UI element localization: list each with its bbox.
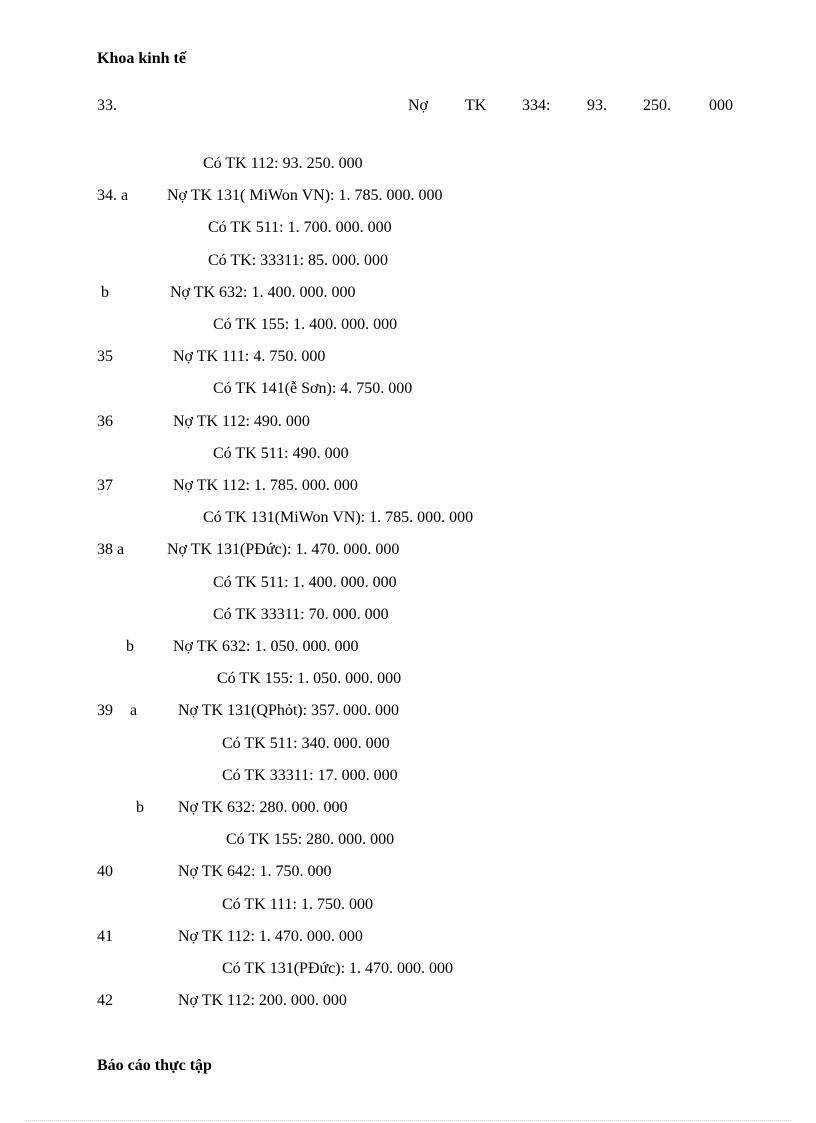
entry-debit-part: 334: (522, 97, 551, 114)
entry-credit: Có TK 131(PĐức): 1. 470. 000. 000 (222, 960, 454, 977)
entry-debit-part: 93. (587, 97, 607, 114)
entry-number: 33. (97, 97, 117, 114)
entry-credit: Có TK 131(MiWon VN): 1. 785. 000. 000 (203, 509, 474, 526)
entry-credit: Có TK 155: 280. 000. 000 (226, 831, 395, 848)
entry-sub-label: b (101, 284, 109, 301)
entry-number: 40 (97, 863, 113, 880)
entry-sub-label: b (126, 638, 134, 655)
header-title: Khoa kinh tế (97, 50, 186, 67)
entry-number: 37 (97, 477, 113, 494)
entry-debit: Nợ TK 112: 1. 785. 000. 000 (173, 477, 358, 494)
entry-number: 38 a (97, 541, 125, 558)
footer-title: Báo cáo thực tập (97, 1057, 212, 1074)
entry-credit: Có TK 111: 1. 750. 000 (222, 896, 373, 913)
entry-debit-part: 250. (643, 97, 671, 114)
entry-credit: Có TK: 33311: 85. 000. 000 (208, 252, 389, 269)
entry-debit: Nợ TK 111: 4. 750. 000 (173, 348, 326, 365)
entry-debit: Nợ TK 131(PĐức): 1. 470. 000. 000 (167, 541, 400, 558)
entry-number: 36 (97, 413, 113, 430)
entry-sub-label: a (130, 702, 138, 719)
entry-credit: Có TK 155: 1. 400. 000. 000 (213, 316, 398, 333)
entry-debit: Nợ TK 112: 200. 000. 000 (178, 992, 347, 1009)
page-bottom-divider (25, 1120, 791, 1121)
entry-number: 35 (97, 348, 113, 365)
entry-credit: Có TK 511: 490. 000 (213, 445, 349, 462)
entry-credit: Có TK 112: 93. 250. 000 (203, 155, 363, 172)
entry-debit: Nợ TK 112: 490. 000 (173, 413, 310, 430)
entry-debit: Nợ TK 131(QPhỏt): 357. 000. 000 (178, 702, 400, 719)
entry-credit: Có TK 511: 1. 400. 000. 000 (213, 574, 397, 591)
entry-credit: Có TK 33311: 70. 000. 000 (213, 606, 389, 623)
entry-number: 34. a (97, 187, 129, 204)
entry-credit: Có TK 33311: 17. 000. 000 (222, 767, 398, 784)
entry-credit: Có TK 141(ễ Sơn): 4. 750. 000 (213, 380, 413, 397)
entry-debit: Nợ TK 632: 1. 050. 000. 000 (173, 638, 359, 655)
entry-debit: Nợ TK 632: 280. 000. 000 (178, 799, 348, 816)
entry-debit-part: TK (465, 97, 487, 114)
entry-credit: Có TK 155: 1. 050. 000. 000 (217, 670, 402, 687)
entry-debit: Nợ TK 632: 1. 400. 000. 000 (170, 284, 356, 301)
entry-debit: Nợ TK 112: 1. 470. 000. 000 (178, 928, 363, 945)
entry-debit: Nợ TK 642: 1. 750. 000 (178, 863, 332, 880)
entry-number: 42 (97, 992, 113, 1009)
entry-debit-part: Nợ (408, 97, 429, 114)
entry-sub-label: b (136, 799, 144, 816)
entry-number: 39 (97, 702, 113, 719)
entry-number: 41 (97, 928, 113, 945)
entry-credit: Có TK 511: 1. 700. 000. 000 (208, 219, 392, 236)
entry-credit: Có TK 511: 340. 000. 000 (222, 735, 390, 752)
entry-debit-part: 000 (709, 97, 733, 114)
entry-debit: Nợ TK 131( MiWon VN): 1. 785. 000. 000 (167, 187, 443, 204)
